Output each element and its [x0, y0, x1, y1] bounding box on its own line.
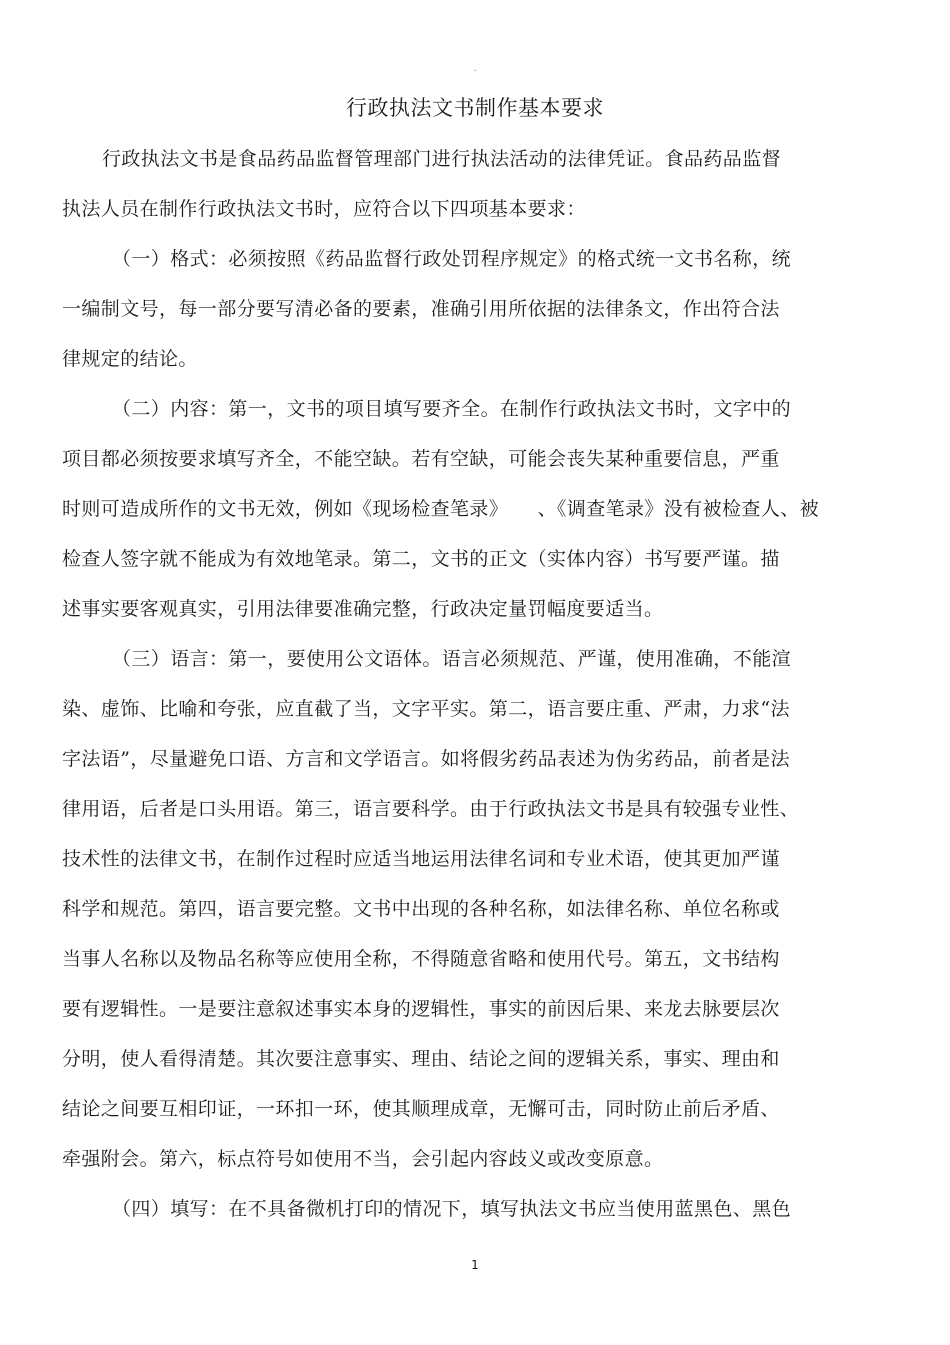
text-line: 染、虚饰、比喻和夸张，应直截了当，文字平实。第二，语言要庄重、严肃，力求“法 [62, 698, 790, 720]
text-line: 述事实要客观真实，引用法律要准确完整，行政决定量罚幅度要适当。 [62, 598, 664, 620]
text-line: 一编制文号，每一部分要写清必备的要素，准确引用所依据的法律条文，作出符合法 [62, 298, 780, 320]
text-line: （四）填写：在不具备微机打印的情况下，填写执法文书应当使用蓝黑色、黑色 [112, 1198, 792, 1220]
text-line: 执法人员在制作行政执法文书时，应符合以下四项基本要求： [62, 198, 586, 220]
text-line: 字法语”，尽量避免口语、方言和文学语言。如将假劣药品表述为伪劣药品，前者是法 [62, 748, 790, 770]
text-line: （一）格式：必须按照《药品监督行政处罚程序规定》的格式统一文书名称，统 [112, 248, 792, 270]
text-line: 项目都必须按要求填写齐全，不能空缺。若有空缺，可能会丧失某种重要信息，严重 [62, 448, 780, 470]
text-line: 牵强附会。第六，标点符号如使用不当，会引起内容歧义或改变原意。 [62, 1148, 664, 1170]
text-line: 律规定的结论。 [62, 348, 198, 370]
text-line: 要有逻辑性。一是要注意叙述事实本身的逻辑性，事实的前因后果、来龙去脉要层次 [62, 998, 780, 1020]
page-title: 行政执法文书制作基本要求 [346, 96, 604, 120]
text-line: 技术性的法律文书，在制作过程时应适当地运用法律名词和专业术语，使其更加严谨 [62, 848, 780, 870]
text-line: 检查人签字就不能成为有效地笔录。第二，文书的正文（实体内容）书写要严谨。描 [62, 548, 780, 570]
page-number: 1 [471, 1258, 479, 1272]
text-line: 时则可造成所作的文书无效，例如《现场检查笔录》 、《调查笔录》没有被检查人、被 [62, 498, 820, 520]
text-line: 科学和规范。第四，语言要完整。文书中出现的各种名称，如法律名称、单位名称或 [62, 898, 780, 920]
text-line: （三）语言：第一，要使用公文语体。语言必须规范、严谨，使用准确，不能渲 [112, 648, 792, 670]
text-line: 分明，使人看得清楚。其次要注意事实、理由、结论之间的逻辑关系，事实、理由和 [62, 1048, 780, 1070]
text-line: （二）内容：第一，文书的项目填写要齐全。在制作行政执法文书时，文字中的 [112, 398, 792, 420]
top-mark: - [473, 66, 477, 76]
body-text [62, 139, 892, 1239]
text-line: 结论之间要互相印证，一环扣一环，使其顺理成章，无懈可击，同时防止前后矛盾、 [62, 1098, 780, 1120]
text-line: 律用语，后者是口头用语。第三，语言要科学。由于行政执法文书是具有较强专业性、 [62, 798, 800, 820]
text-line: 行政执法文书是食品药品监督管理部门进行执法活动的法律凭证。食品药品监督 [102, 148, 782, 170]
text-line: 当事人名称以及物品名称等应使用全称，不得随意省略和使用代号。第五，文书结构 [62, 948, 780, 970]
